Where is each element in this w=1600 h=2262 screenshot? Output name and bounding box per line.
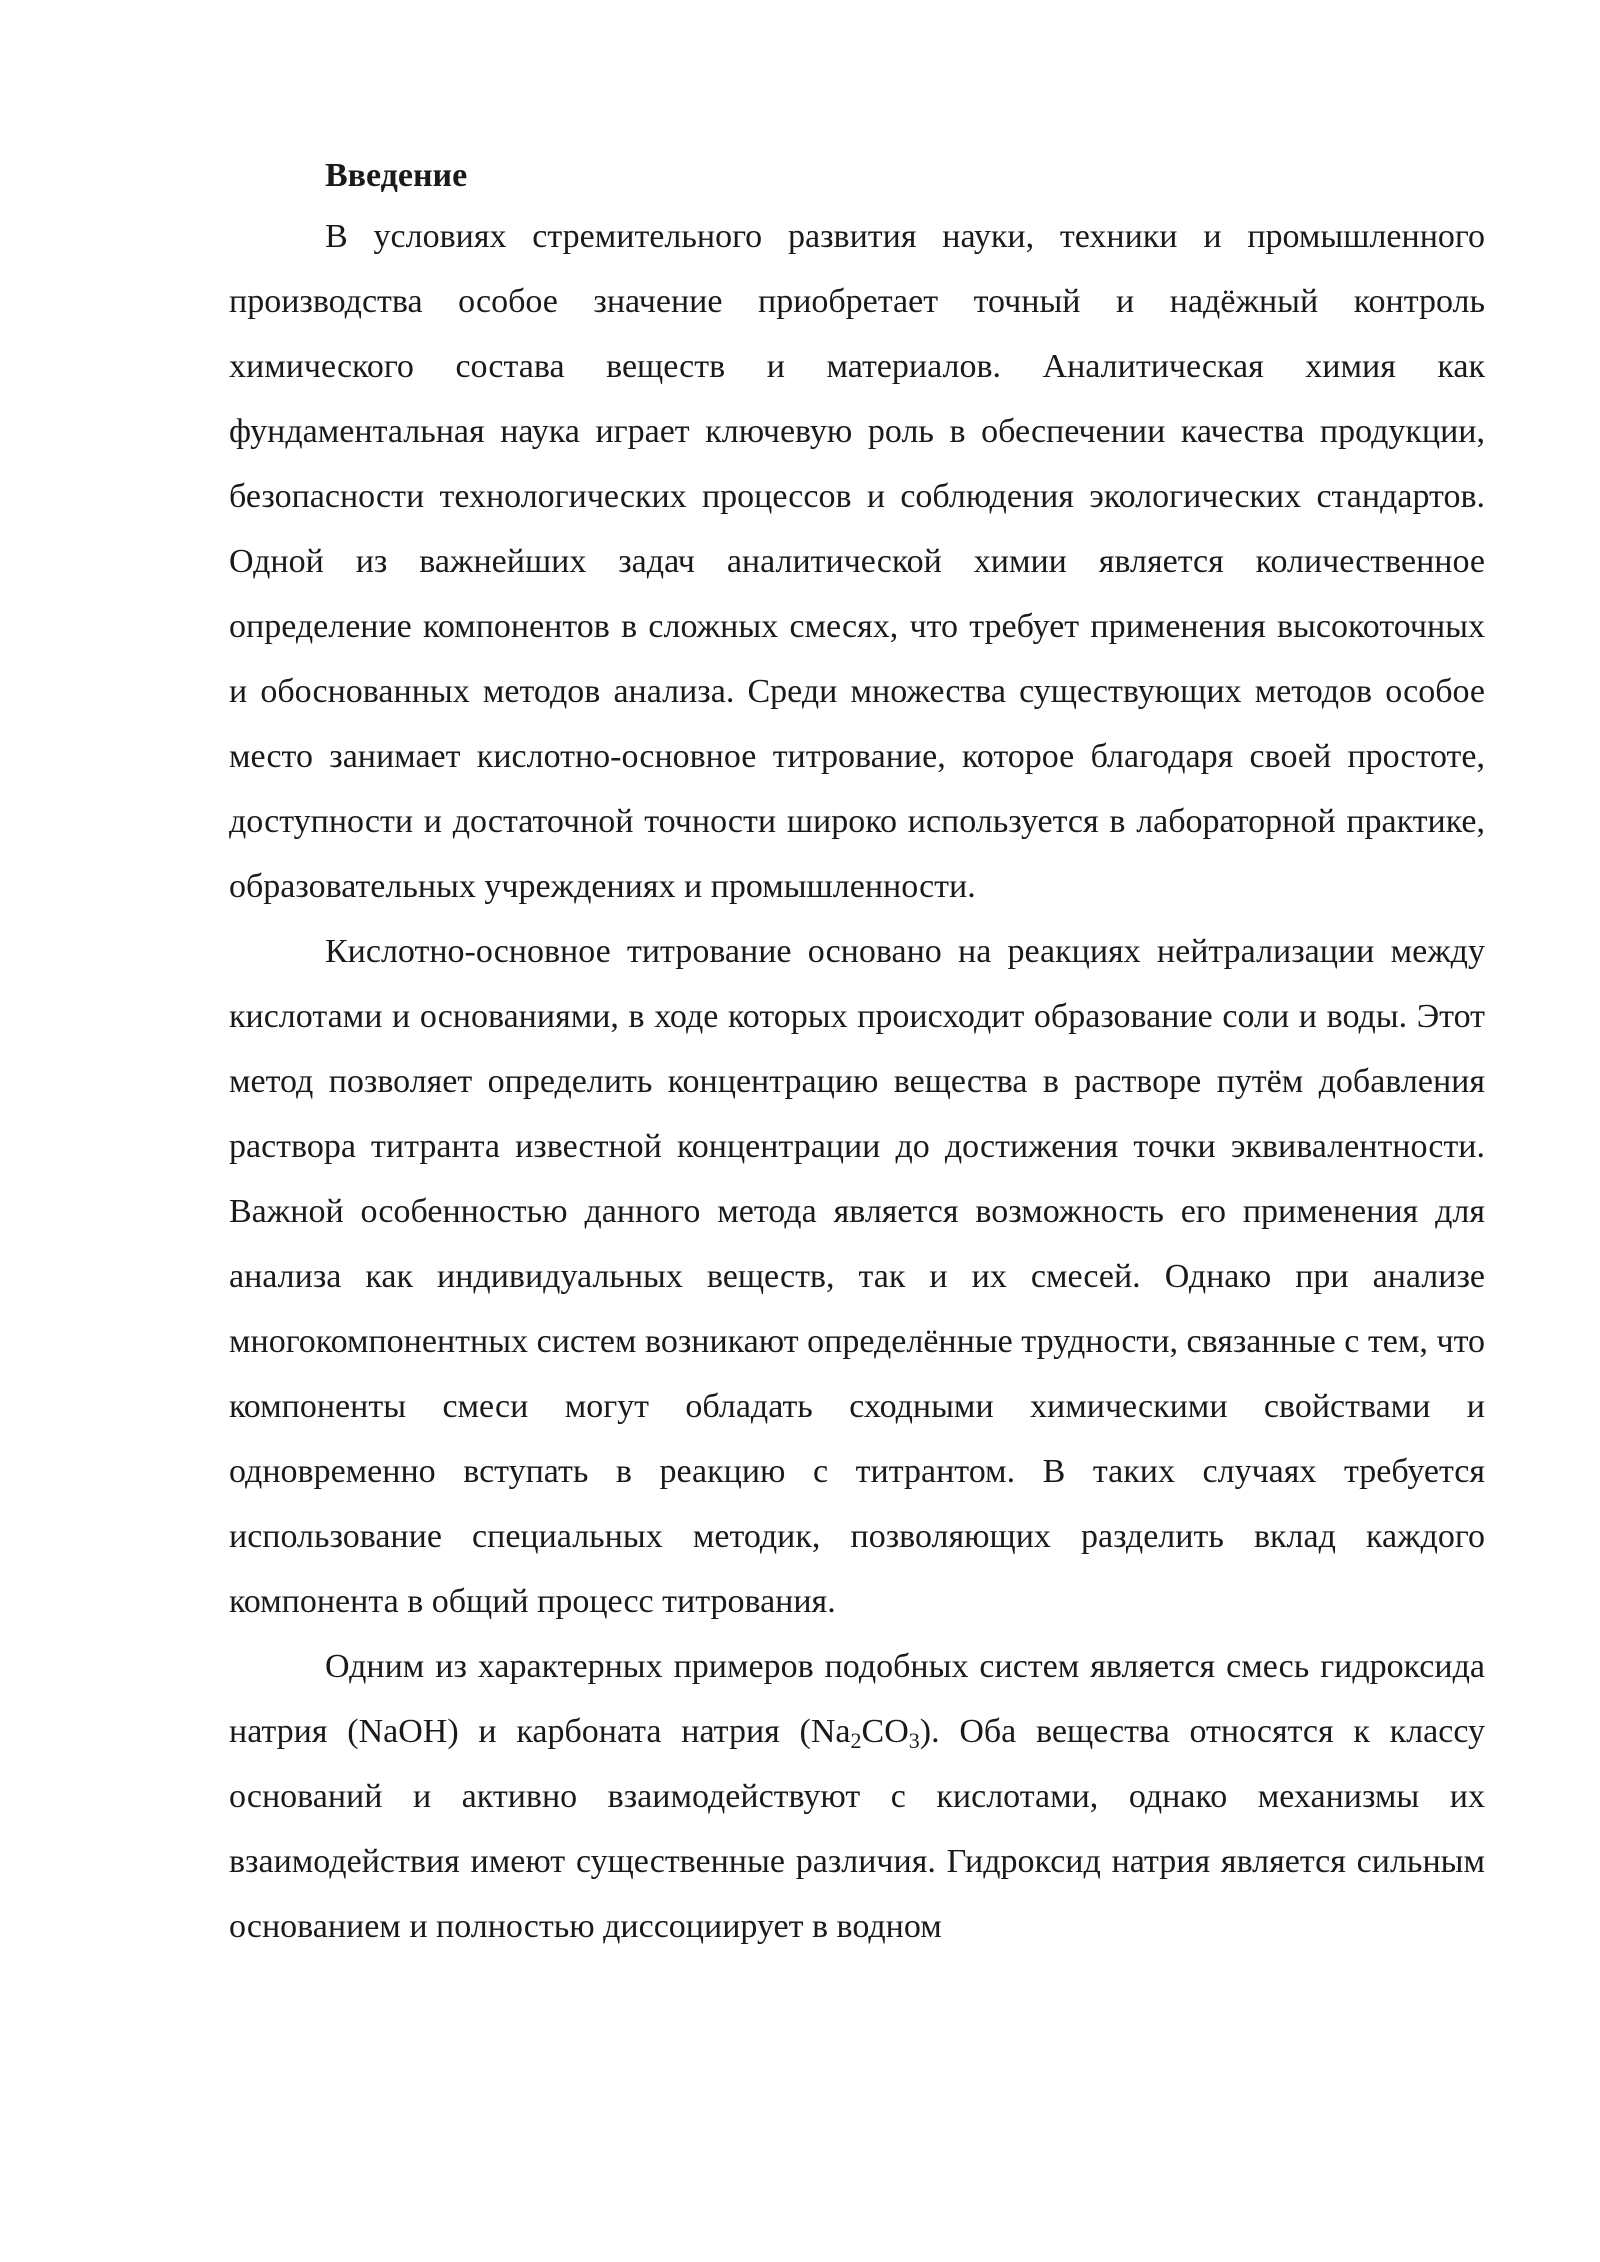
document-body [229, 148, 1485, 1959]
section-heading: Введение [325, 157, 468, 194]
subscript-2: 2 [850, 1728, 862, 1753]
paragraph-3 [229, 1634, 1485, 1959]
paragraph-3-text-c: ). Оба вещества относятся к классу оснований и активно взаимодействуют с кислотами, однако механизмы их взаимодействия имеют существенные различия. Гидроксид натрия является сильным основанием и полностью диссоциирует в водном [229, 1713, 1485, 1945]
paragraph-1: В условиях стремительного развития науки, техники и промышленного производства особое значение приобретает точный и надёжный контроль химического состава веществ и материалов. Аналитическая химия как фундаментальная наука играет ключевую роль в обеспечении качества продукции, безопасности технологических процессов и соблюдения экологических стандартов. Одной из важнейших задач аналитической химии является количественное определение компонентов в сложных смесях, что требует применения высокоточных и обоснованных методов анализа. Среди множества существующих методов особое место занимает кислотно-основное титрование, которое благодаря своей простоте, доступности и достаточной точности широко используется в лабораторной практике, образовательных учреждениях и промышленности. [229, 218, 1485, 905]
paragraph-2: Кислотно-основное титрование основано на реакциях нейтрализации между кислотами и основаниями, в ходе которых происходит образование соли и воды. Этот метод позволяет определить концентрацию вещества в растворе путём добавления раствора титранта известной концентрации до достижения точки эквивалентности. Важной особенностью данного метода является возможность его применения для анализа как индивидуальных веществ, так и их смесей. Однако при анализе многокомпонентных систем возникают определённые трудности, связанные с тем, что компоненты смеси могут обладать сходными химическими свойствами и одновременно вступать в реакцию с титрантом. В таких случаях требуется использование специальных методик, позволяющих разделить вклад каждого компонента в общий процесс титрования. [229, 933, 1485, 1620]
subscript-3: 3 [908, 1728, 920, 1753]
paragraph-3-text-a: Одним из характерных примеров подобных систем является смесь гидроксида натрия (NaOH) и карбоната натрия (Na [229, 1648, 1485, 1750]
paragraph-3-text-b: CO [861, 1713, 909, 1750]
